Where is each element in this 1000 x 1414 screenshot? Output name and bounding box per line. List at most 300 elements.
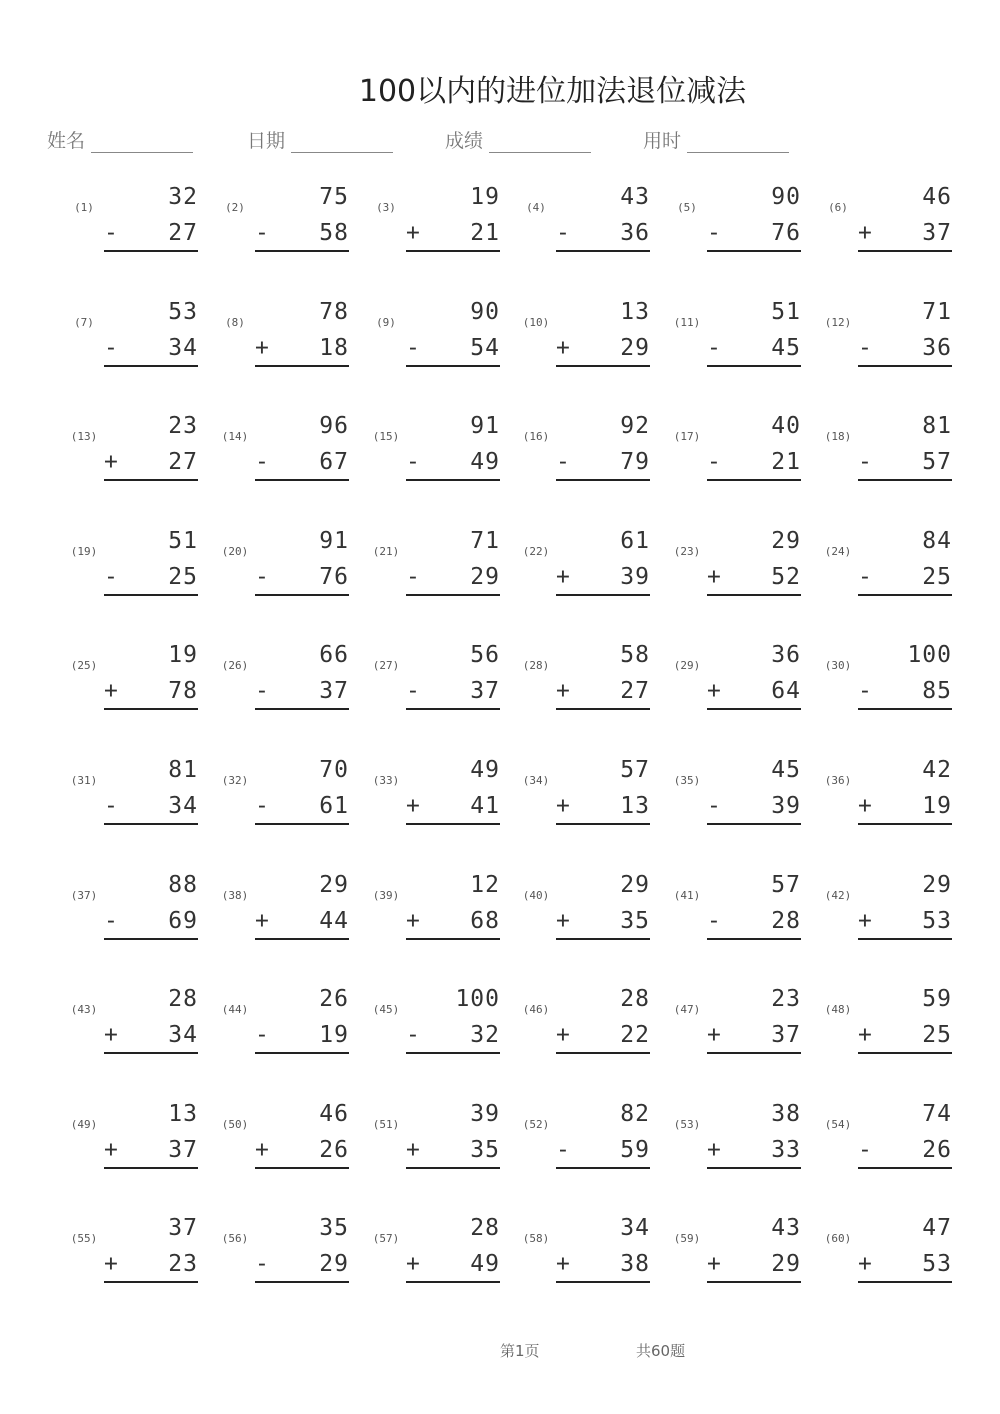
answer-line[interactable] [707,1022,801,1054]
problem-item [217,299,357,379]
problem-item [820,184,960,264]
problem-number: (43) [70,1003,98,1016]
operator: + [707,564,721,590]
problem-number: (26) [221,659,249,672]
answer-line[interactable] [858,1137,952,1169]
answer-line[interactable] [707,335,801,367]
answer-line[interactable] [707,564,801,596]
problem-number: (59) [673,1232,701,1245]
first-operand: 45 [771,757,801,783]
answer-line[interactable] [858,793,952,825]
problem-item [669,528,809,608]
first-operand: 70 [319,757,349,783]
answer-line[interactable] [858,1022,952,1054]
problem-item [66,986,206,1066]
problem-number: (18) [824,430,852,443]
problem-number: (41) [673,889,701,902]
operator: + [556,1251,570,1277]
problem-number: (29) [673,659,701,672]
second-operand: 69 [168,908,198,934]
answer-line[interactable] [707,678,801,710]
problem-number: (42) [824,889,852,902]
problem-item [217,413,357,493]
answer-line[interactable] [104,678,198,710]
first-operand: 38 [771,1101,801,1127]
problem-number: (36) [824,774,852,787]
operator: - [104,220,118,246]
second-operand: 76 [319,564,349,590]
answer-line[interactable] [104,908,198,940]
operator: + [556,678,570,704]
problem-number: (16) [522,430,550,443]
problem-number: (3) [376,201,396,214]
first-operand: 40 [771,413,801,439]
problem-item [669,1101,809,1181]
answer-line[interactable] [104,1022,198,1054]
first-operand: 26 [319,986,349,1012]
first-operand: 39 [470,1101,500,1127]
problem-item [66,299,206,379]
operator: - [104,335,118,361]
answer-line[interactable] [406,564,500,596]
second-operand: 76 [771,220,801,246]
second-operand: 49 [470,1251,500,1277]
operator: + [104,449,118,475]
problem-number: (13) [70,430,98,443]
first-operand: 28 [168,986,198,1012]
name-blank[interactable] [91,132,193,153]
operator: + [406,1137,420,1163]
answer-line[interactable] [104,564,198,596]
problem-number: (47) [673,1003,701,1016]
answer-line[interactable] [858,449,952,481]
second-operand: 34 [168,793,198,819]
second-operand: 34 [168,1022,198,1048]
second-operand: 25 [922,1022,952,1048]
operator: + [104,1251,118,1277]
first-operand: 47 [922,1215,952,1241]
answer-line[interactable] [858,908,952,940]
answer-line[interactable] [858,564,952,596]
answer-line[interactable] [406,1251,500,1283]
answer-line[interactable] [556,793,650,825]
time-blank[interactable] [687,132,789,153]
problem-item [217,642,357,722]
first-operand: 88 [168,872,198,898]
operator: - [255,449,269,475]
answer-line[interactable] [556,678,650,710]
problem-item [368,528,508,608]
second-operand: 28 [771,908,801,934]
problem-number: (19) [70,545,98,558]
answer-line[interactable] [104,793,198,825]
problem-item [518,184,658,264]
second-operand: 34 [168,335,198,361]
first-operand: 42 [922,757,952,783]
problem-item [669,413,809,493]
answer-line[interactable] [255,793,349,825]
second-operand: 37 [771,1022,801,1048]
score-blank[interactable] [489,132,591,153]
date-blank[interactable] [291,132,393,153]
answer-line[interactable] [406,678,500,710]
second-operand: 25 [922,564,952,590]
problem-item [820,299,960,379]
operator: + [104,1137,118,1163]
second-operand: 49 [470,449,500,475]
answer-line[interactable] [255,449,349,481]
second-operand: 44 [319,908,349,934]
page-number: 第1页 [500,1342,540,1360]
operator: - [858,1137,872,1163]
operator: + [104,1022,118,1048]
time-field[interactable] [643,126,789,153]
problem-item [217,1101,357,1181]
problem-item [669,872,809,952]
answer-line[interactable] [556,335,650,367]
problem-item [518,528,658,608]
answer-line[interactable] [104,1251,198,1283]
second-operand: 29 [771,1251,801,1277]
second-operand: 36 [620,220,650,246]
second-operand: 68 [470,908,500,934]
problem-item [820,986,960,1066]
problem-item [368,642,508,722]
first-operand: 51 [168,528,198,554]
operator: - [858,678,872,704]
answer-line[interactable] [406,449,500,481]
problem-item [368,1101,508,1181]
second-operand: 29 [470,564,500,590]
answer-line[interactable] [104,335,198,367]
first-operand: 90 [470,299,500,325]
first-operand: 19 [470,184,500,210]
problem-item [518,872,658,952]
problem-number: (15) [372,430,400,443]
problem-number: (25) [70,659,98,672]
answer-line[interactable] [255,678,349,710]
operator: - [858,564,872,590]
first-operand: 96 [319,413,349,439]
operator: - [406,1022,420,1048]
second-operand: 52 [771,564,801,590]
second-operand: 13 [620,793,650,819]
problem-item [368,1215,508,1295]
problem-item [66,413,206,493]
problem-number: (44) [221,1003,249,1016]
problem-number: (58) [522,1232,550,1245]
operator: + [556,908,570,934]
answer-line[interactable] [104,220,198,252]
answer-line[interactable] [255,335,349,367]
answer-line[interactable] [104,1137,198,1169]
first-operand: 51 [771,299,801,325]
problem-number: (22) [522,545,550,558]
first-operand: 100 [455,986,500,1012]
answer-line[interactable] [556,1022,650,1054]
problem-item [518,299,658,379]
first-operand: 43 [620,184,650,210]
problem-item [368,872,508,952]
problem-number: (31) [70,774,98,787]
first-operand: 46 [922,184,952,210]
date-field[interactable] [247,126,393,153]
problem-item [217,1215,357,1295]
score-field[interactable] [445,126,591,153]
problem-number: (1) [74,201,94,214]
second-operand: 85 [922,678,952,704]
first-operand: 29 [319,872,349,898]
answer-line[interactable] [556,564,650,596]
problem-number: (37) [70,889,98,902]
operator: - [406,678,420,704]
problem-item [669,986,809,1066]
score-label: 成绩 [445,130,484,152]
problem-item [66,872,206,952]
operator: + [707,678,721,704]
answer-line[interactable] [707,1251,801,1283]
first-operand: 13 [168,1101,198,1127]
operator: + [556,793,570,819]
problem-item [518,757,658,837]
answer-line[interactable] [707,908,801,940]
problem-item [669,184,809,264]
answer-line[interactable] [556,908,650,940]
operator: - [556,449,570,475]
problem-number: (56) [221,1232,249,1245]
answer-line[interactable] [255,1251,349,1283]
second-operand: 41 [470,793,500,819]
first-operand: 23 [168,413,198,439]
problem-number: (24) [824,545,852,558]
answer-line[interactable] [104,449,198,481]
second-operand: 64 [771,678,801,704]
first-operand: 71 [922,299,952,325]
answer-line[interactable] [556,449,650,481]
answer-line[interactable] [556,1137,650,1169]
problem-number: (12) [824,316,852,329]
answer-line[interactable] [406,335,500,367]
second-operand: 35 [470,1137,500,1163]
second-operand: 19 [922,793,952,819]
problem-item [66,1215,206,1295]
problem-number: (54) [824,1118,852,1131]
operator: - [707,335,721,361]
operator: + [406,793,420,819]
second-operand: 33 [771,1137,801,1163]
problem-number: (4) [526,201,546,214]
operator: - [858,335,872,361]
problem-number: (27) [372,659,400,672]
second-operand: 27 [168,220,198,246]
first-operand: 13 [620,299,650,325]
first-operand: 71 [470,528,500,554]
problem-number: (50) [221,1118,249,1131]
date-label: 日期 [247,130,286,152]
first-operand: 35 [319,1215,349,1241]
problem-item [669,1215,809,1295]
answer-line[interactable] [556,1251,650,1283]
answer-line[interactable] [858,678,952,710]
problem-item [217,757,357,837]
problem-number: (23) [673,545,701,558]
answer-line[interactable] [707,793,801,825]
answer-line[interactable] [707,1137,801,1169]
second-operand: 21 [470,220,500,246]
problem-number: (49) [70,1118,98,1131]
page-title: 100以内的进位加法退位减法 [358,74,747,109]
problem-item [820,1215,960,1295]
first-operand: 58 [620,642,650,668]
problem-number: (33) [372,774,400,787]
problem-number: (46) [522,1003,550,1016]
operator: - [255,220,269,246]
operator: + [707,1251,721,1277]
operator: - [104,793,118,819]
second-operand: 61 [319,793,349,819]
problem-item [669,299,809,379]
operator: - [707,908,721,934]
problem-number: (11) [673,316,701,329]
operator: + [406,220,420,246]
problem-item [518,642,658,722]
problem-number: (2) [225,201,245,214]
name-field[interactable] [47,126,193,153]
second-operand: 53 [922,1251,952,1277]
first-operand: 43 [771,1215,801,1241]
problem-number: (8) [225,316,245,329]
problem-number: (52) [522,1118,550,1131]
problem-number: (39) [372,889,400,902]
first-operand: 37 [168,1215,198,1241]
problem-item [66,528,206,608]
problem-number: (51) [372,1118,400,1131]
first-operand: 29 [922,872,952,898]
info-row [47,126,967,156]
second-operand: 23 [168,1251,198,1277]
operator: - [707,220,721,246]
first-operand: 81 [922,413,952,439]
problem-item [518,413,658,493]
first-operand: 100 [907,642,952,668]
operator: + [255,335,269,361]
answer-line[interactable] [556,220,650,252]
answer-line[interactable] [255,1022,349,1054]
first-operand: 75 [319,184,349,210]
problem-number: (7) [74,316,94,329]
second-operand: 25 [168,564,198,590]
problem-number: (45) [372,1003,400,1016]
problem-number: (57) [372,1232,400,1245]
second-operand: 27 [620,678,650,704]
operator: - [707,449,721,475]
answer-line[interactable] [707,220,801,252]
first-operand: 34 [620,1215,650,1241]
name-label: 姓名 [47,130,86,152]
problem-item [820,528,960,608]
problem-item [217,184,357,264]
operator: + [858,1022,872,1048]
second-operand: 18 [319,335,349,361]
operator: - [255,793,269,819]
answer-line[interactable] [255,564,349,596]
second-operand: 35 [620,908,650,934]
first-operand: 57 [620,757,650,783]
second-operand: 26 [922,1137,952,1163]
answer-line[interactable] [406,1137,500,1169]
answer-line[interactable] [406,220,500,252]
second-operand: 57 [922,449,952,475]
problem-item [368,986,508,1066]
second-operand: 67 [319,449,349,475]
problem-item [518,1101,658,1181]
answer-line[interactable] [406,1022,500,1054]
second-operand: 59 [620,1137,650,1163]
answer-line[interactable] [406,908,500,940]
problem-item [368,299,508,379]
answer-line[interactable] [255,1137,349,1169]
first-operand: 66 [319,642,349,668]
problem-number: (40) [522,889,550,902]
second-operand: 39 [620,564,650,590]
first-operand: 74 [922,1101,952,1127]
time-label: 用时 [643,130,682,152]
problem-number: (10) [522,316,550,329]
operator: - [406,564,420,590]
operator: - [556,1137,570,1163]
answer-line[interactable] [858,1251,952,1283]
problem-item [669,642,809,722]
problem-number: (28) [522,659,550,672]
operator: + [707,1137,721,1163]
operator: - [104,564,118,590]
operator: + [858,1251,872,1277]
problem-item [217,872,357,952]
operator: - [255,564,269,590]
first-operand: 78 [319,299,349,325]
answer-line[interactable] [858,335,952,367]
problem-item [368,184,508,264]
operator: + [556,564,570,590]
second-operand: 22 [620,1022,650,1048]
second-operand: 37 [319,678,349,704]
problem-number: (6) [828,201,848,214]
operator: + [858,220,872,246]
first-operand: 61 [620,528,650,554]
first-operand: 84 [922,528,952,554]
second-operand: 26 [319,1137,349,1163]
first-operand: 53 [168,299,198,325]
first-operand: 82 [620,1101,650,1127]
answer-line[interactable] [255,220,349,252]
problem-item [217,986,357,1066]
problem-item [669,757,809,837]
problem-number: (9) [376,316,396,329]
answer-line[interactable] [406,793,500,825]
first-operand: 91 [319,528,349,554]
problem-number: (38) [221,889,249,902]
problem-item [66,642,206,722]
first-operand: 46 [319,1101,349,1127]
operator: + [104,678,118,704]
first-operand: 92 [620,413,650,439]
operator: + [556,1022,570,1048]
answer-line[interactable] [707,449,801,481]
answer-line[interactable] [858,220,952,252]
first-operand: 56 [470,642,500,668]
answer-line[interactable] [255,908,349,940]
operator: - [255,1251,269,1277]
